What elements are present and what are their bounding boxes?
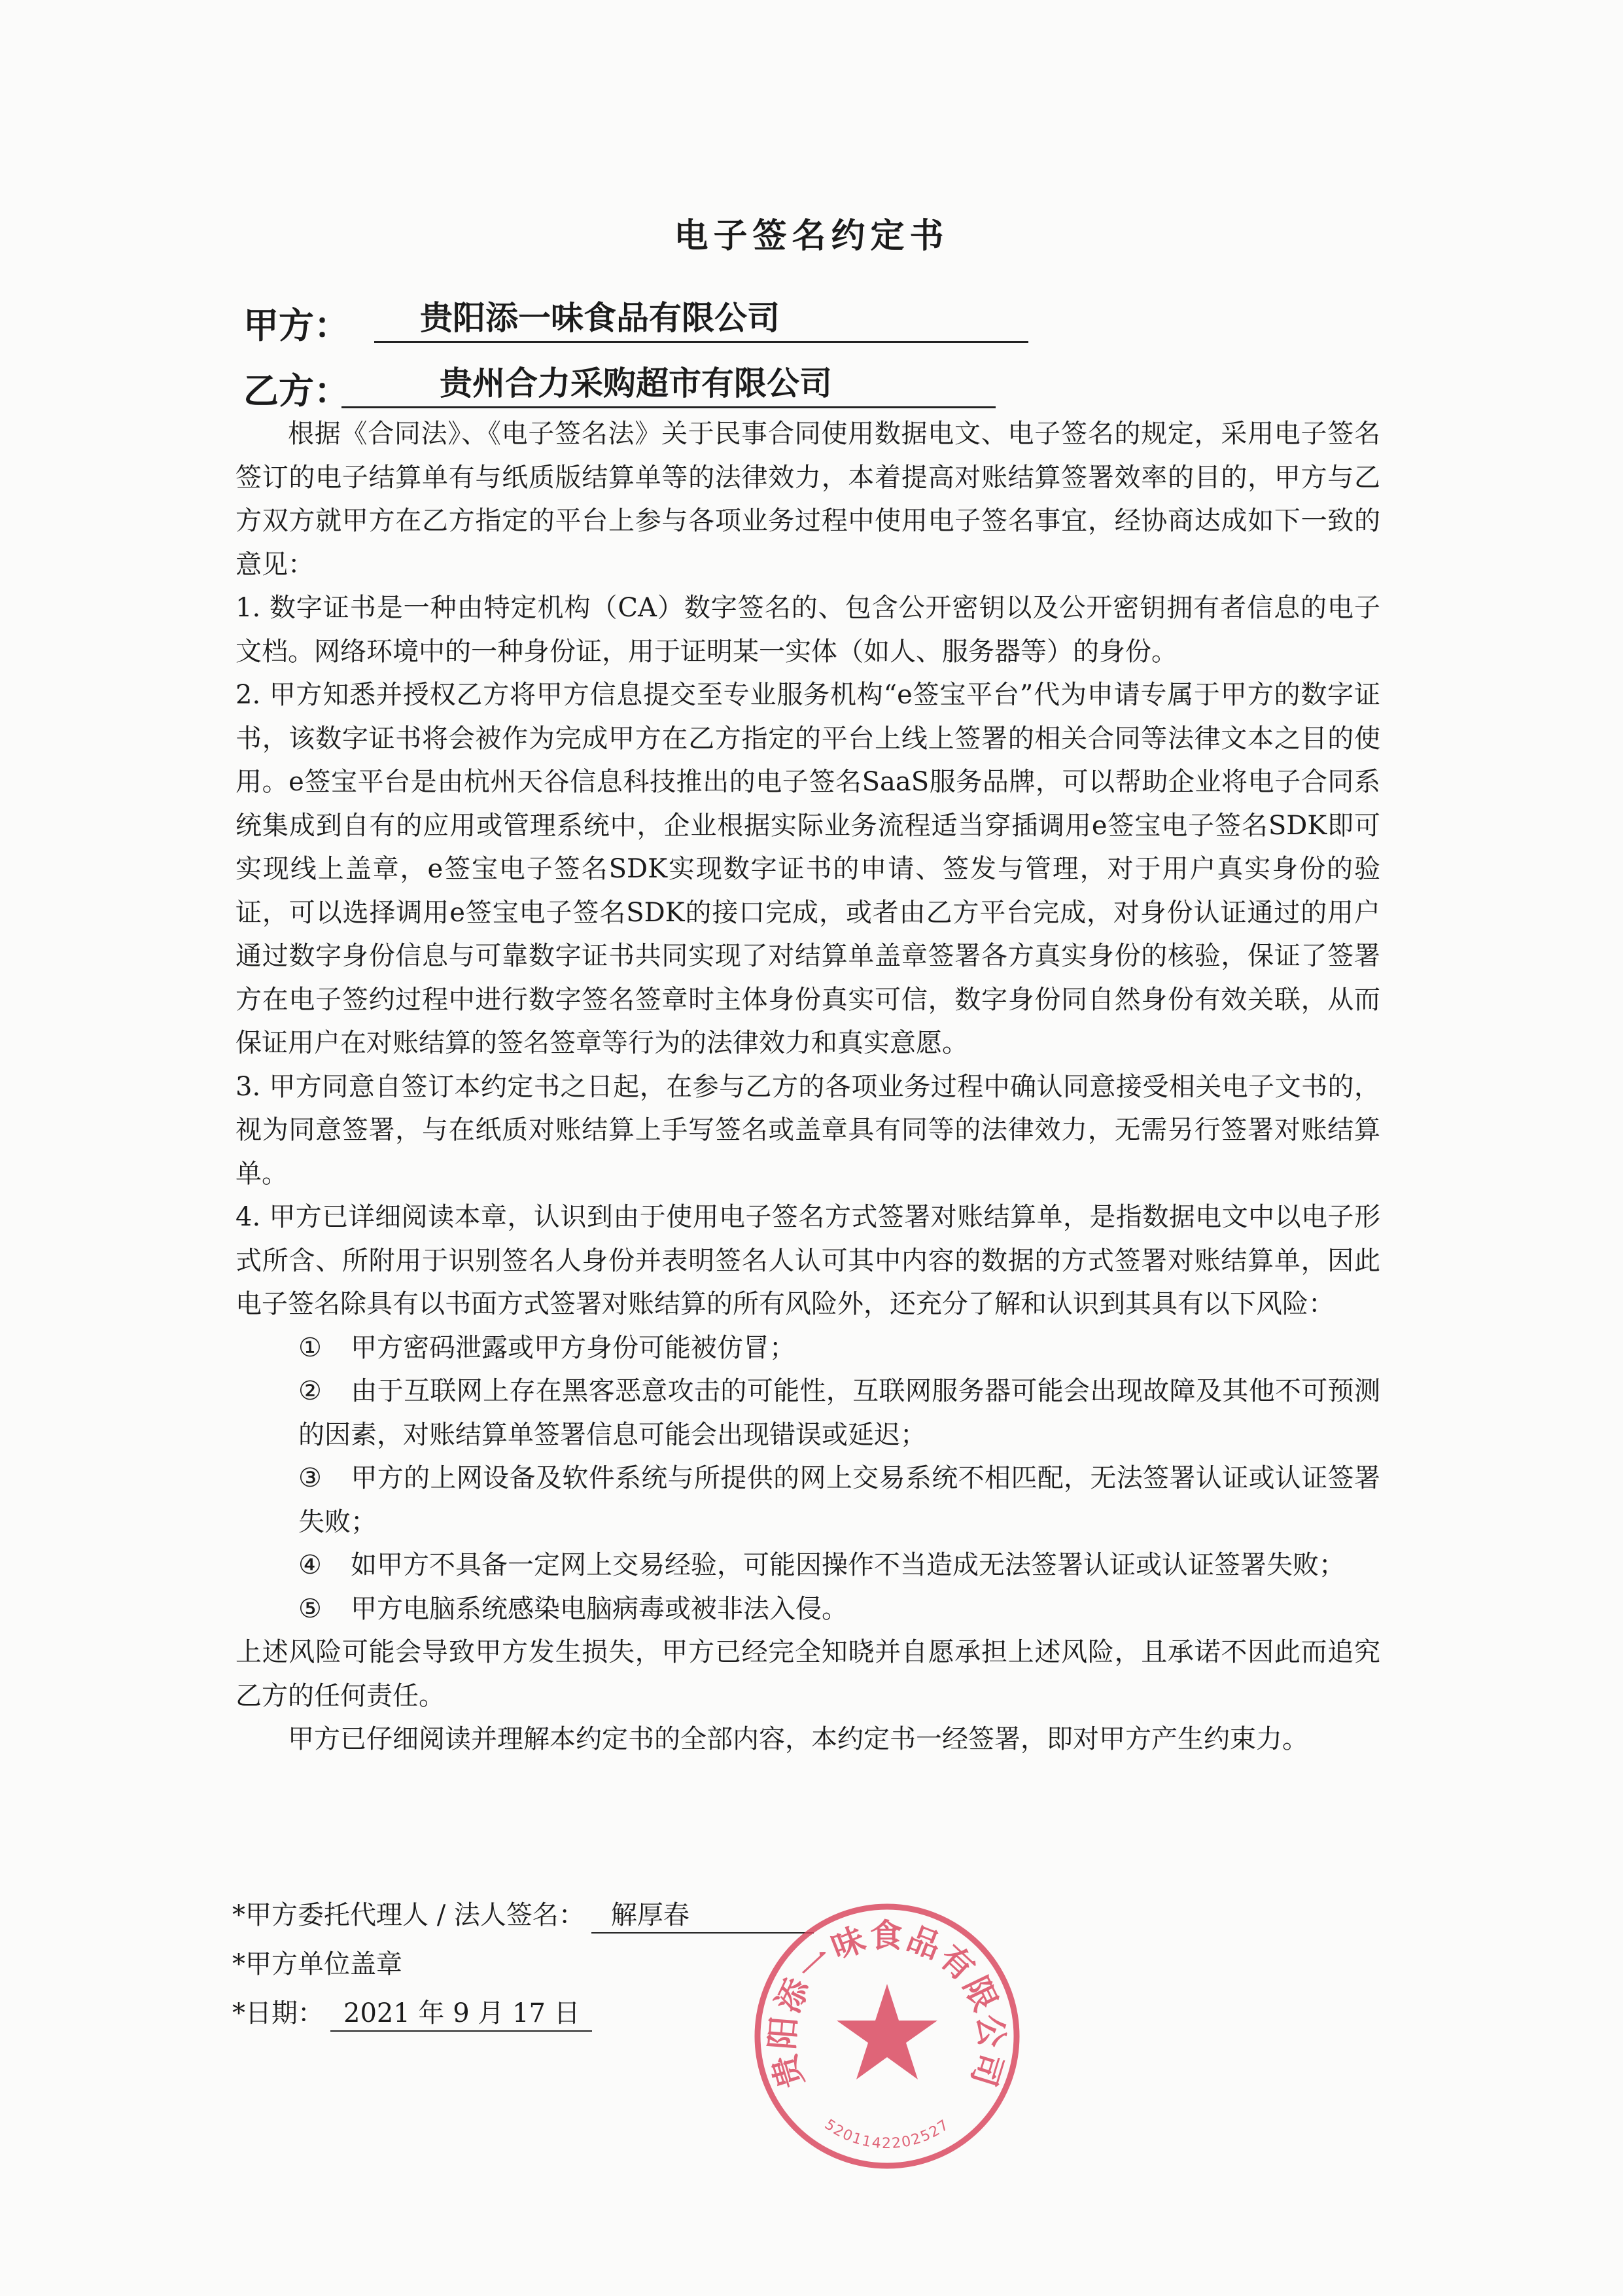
clause-4: 4. 甲方已详细阅读本章，认识到由于使用电子签名方式签署对账结算单，是指数据电文中以电子形式所含、所附用于识别签名人身份并表明签名人认可其中内容的数据的方式签署对账结算单，因此电子签名除具有以书面方式签署对账结算的所有风险外，还充分了解和认识到其具有以下风险： bbox=[236, 1202, 1380, 1319]
representative-signature-label: *甲方委托代理人 / 法人签名： bbox=[232, 1900, 585, 1930]
clause-1: 1. 数字证书是一种由特定机构（CA）数字签名的、包含公开密钥以及公开密钥拥有者信息的电子文档。网络环境中的一种身份证，用于证明某一实体（如人、服务器等）的身份。 bbox=[236, 593, 1380, 667]
risk-text: 由于互联网上存在黑客恶意攻击的可能性，互联网服务器可能会出现故障及其他不可预测的因素，对账结算单签署信息可能会出现错误或延迟； bbox=[298, 1376, 1380, 1450]
seal-company-name: 贵阳添一味食品有限公司 bbox=[763, 1916, 1011, 2093]
risk-item bbox=[236, 1544, 1380, 1587]
risk-text: 如甲方不具备一定网上交易经验，可能因操作不当造成无法签署认证或认证签署失败； bbox=[351, 1550, 1345, 1580]
risk-text: 甲方电脑系统感染电脑病毒或被非法入侵。 bbox=[351, 1593, 848, 1624]
seal-star-icon bbox=[837, 1984, 937, 2079]
intro-paragraph: 根据《合同法》、《电子签名法》关于民事合同使用数据电文、电子签名的规定，采用电子签名签订的电子结算单有与纸质版结算单等的法律效力，本着提高对账结算签署效率的目的，甲方与乙方双方就甲方在乙方指定的平台上参与各项业务过程中使用电子签名事宜，经协商达成如下一致的意见： bbox=[236, 419, 1380, 580]
risk-number: ① bbox=[298, 1332, 322, 1363]
clause-3: 3. 甲方同意自签订本约定书之日起，在参与乙方的各项业务过程中确认同意接受相关电子文书的，视为同意签署，与在纸质对账结算上手写签名或盖章具有同等的法律效力，无需另行签署对账结算单。 bbox=[236, 1071, 1380, 1189]
risk-number: ④ bbox=[298, 1550, 322, 1580]
clause-2: 2. 甲方知悉并授权乙方将甲方信息提交至专业服务机构“e签宝平台”代为申请专属于甲方的数字证书，该数字证书将会被作为完成甲方在乙方指定的平台上线上签署的相关合同等法律文本之目的使用。e签宝平台是由杭州天谷信息科技推出的电子签名SaaS服务品牌，可以帮助企业将电子合同系统集成到自有的应用或管理系统中，企业根据实际业务流程适当穿插调用e签宝电子签名SDK即可实现线上盖章，e签宝电子签名SDK实现数字证书的申请、签发与管理，对于用户真实身份的验证，可以选择调用e签宝电子签名SDK的接口完成，或者由乙方平台完成，对身份认证通过的用户通过数字身份信息与可靠数字证书共同实现了对结算单盖章签署各方真实身份的核验，保证了签署方在电子签约过程中进行数字签名签章时主体身份真实可信，数字身份同自然身份有效关联，从而保证用户在对账结算的签名签章等行为的法律效力和真实意愿。 bbox=[236, 680, 1380, 1058]
company-seal-label: *甲方单位盖章 bbox=[232, 1949, 402, 1979]
risk-number: ② bbox=[298, 1376, 322, 1406]
risk-text: 甲方密码泄露或甲方身份可能被仿冒； bbox=[351, 1332, 795, 1363]
seal-number: 5201142202527 bbox=[821, 2116, 953, 2153]
party-b-name-field bbox=[341, 363, 996, 408]
risk-item bbox=[236, 1587, 1380, 1631]
risk-text: 甲方的上网设备及软件系统与所提供的网上交易系统不相匹配，无法签署认证或认证签署失败； bbox=[298, 1463, 1380, 1537]
party-a-name-field bbox=[374, 298, 1028, 343]
party-a-label: 甲方： bbox=[243, 304, 349, 346]
company-seal-row bbox=[232, 1943, 402, 1981]
party-b-name: 贵州合力采购超市有限公司 bbox=[440, 364, 832, 402]
company-seal-stamp bbox=[750, 1899, 1024, 2174]
risk-item bbox=[236, 1369, 1380, 1457]
party-b-label: 乙方： bbox=[243, 370, 349, 412]
risk-item bbox=[236, 1326, 1380, 1370]
risk-number: ③ bbox=[298, 1463, 322, 1493]
risk-number: ⑤ bbox=[298, 1593, 322, 1624]
agreement-body bbox=[236, 412, 1380, 1761]
date-row bbox=[232, 1992, 592, 2032]
representative-signature: 解厚春 bbox=[591, 1899, 814, 1934]
representative-signature-row bbox=[232, 1894, 814, 1934]
date-label: *日期： bbox=[232, 1998, 324, 2028]
signing-date: 2021 年 9 月 17 日 bbox=[330, 1998, 592, 2032]
document-title: 电子签名约定书 bbox=[674, 216, 949, 256]
risk-conclusion: 上述风险可能会导致甲方发生损失，甲方已经完全知晓并自愿承担上述风险，且承诺不因此而追究乙方的任何责任。 bbox=[236, 1637, 1380, 1711]
risk-item bbox=[236, 1457, 1380, 1544]
final-statement: 甲方已仔细阅读并理解本约定书的全部内容，本约定书一经签署，即对甲方产生约束力。 bbox=[288, 1724, 1308, 1754]
party-a-name: 贵阳添一味食品有限公司 bbox=[420, 298, 780, 337]
